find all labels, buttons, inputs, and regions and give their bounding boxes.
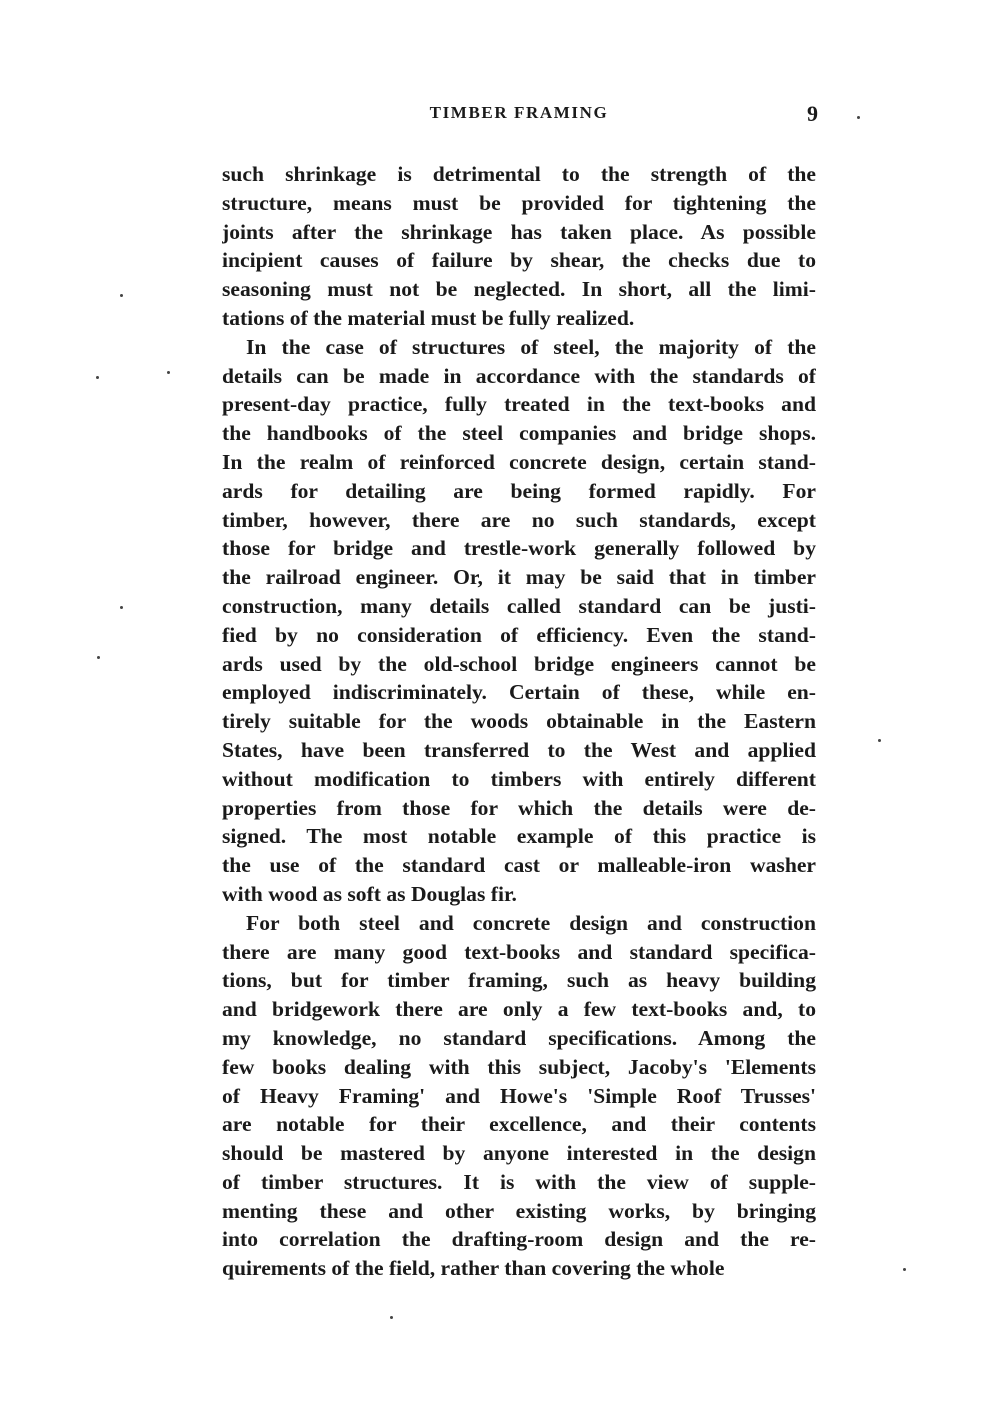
text-line: present-day practice, fully treated in the text-books and [222, 392, 816, 417]
text-line: are notable for their excellence, and their contents [222, 1112, 816, 1137]
text-line: tations of the material must be fully realized. [222, 305, 635, 330]
paragraph [222, 160, 816, 333]
scan-speck [857, 116, 860, 119]
running-title: TIMBER FRAMING [429, 103, 609, 122]
text-line: few books dealing with this subject, Jacoby's 'Elements [222, 1054, 816, 1079]
text-line: without modification to timbers with entirely different [222, 766, 816, 791]
paragraph [222, 333, 816, 909]
page-number: 9 [807, 101, 818, 126]
text-line: those for bridge and trestle-work generally followed by [222, 536, 816, 561]
text-line: my knowledge, no standard specifications. Among the [222, 1025, 816, 1050]
scan-speck [390, 1316, 393, 1319]
text-line: properties from those for which the details were de- [222, 795, 816, 820]
text-line: should be mastered by anyone interested in the design [222, 1141, 816, 1166]
text-line: of timber structures. It is with the view of supple- [222, 1169, 816, 1194]
text-line: and bridgework there are only a few text-books and, to [222, 997, 816, 1022]
text-line: quirements of the field, rather than covering the whole [222, 1256, 725, 1281]
text-line: such shrinkage is detrimental to the strength of the [222, 162, 816, 186]
text-line: ards used by the old-school bridge engineers cannot be [222, 651, 816, 676]
text-line: the handbooks of the steel companies and bridge shops. [222, 421, 816, 446]
scan-speck [878, 739, 881, 742]
text-line: For both steel and concrete design and construction [246, 910, 816, 935]
text-line: employed indiscriminately. Certain of these, while en- [222, 680, 816, 705]
text-line: ards for detailing are being formed rapidly. For [222, 478, 816, 503]
text-line: construction, many details called standard can be justi- [222, 593, 816, 618]
body-text [222, 160, 816, 1283]
text-line: structure, means must be provided for tightening the [222, 190, 816, 215]
text-line: In the realm of reinforced concrete design, certain stand- [222, 449, 816, 474]
text-line: fied by no consideration of efficiency. Even the stand- [222, 622, 816, 647]
text-line: joints after the shrinkage has taken place. As possible [222, 219, 816, 244]
scan-speck [96, 376, 99, 379]
scan-speck [903, 1268, 906, 1271]
scan-speck [97, 656, 100, 659]
scan-speck [167, 371, 170, 374]
text-line: details can be made in accordance with the standards of [222, 363, 816, 388]
text-line: timber, however, there are no such standards, except [222, 507, 816, 532]
text-line: menting these and other existing works, by bringing [222, 1198, 816, 1223]
scan-speck [120, 294, 123, 297]
text-line: seasoning must not be neglected. In short, all the limi- [222, 277, 816, 302]
text-line: tions, but for timber framing, such as heavy building [222, 968, 816, 993]
text-line: signed. The most notable example of this practice is [222, 824, 816, 849]
scan-speck [120, 606, 123, 609]
text-line: tirely suitable for the woods obtainable in the Eastern [222, 709, 816, 734]
paragraph [222, 909, 816, 1283]
text-line: incipient causes of failure by shear, the checks due to [222, 248, 816, 273]
text-line: into correlation the drafting-room design and the re- [222, 1227, 816, 1252]
text-line: States, have been transferred to the West and applied [222, 737, 816, 762]
text-line: the railroad engineer. Or, it may be said that in timber [222, 565, 816, 590]
text-line: there are many good text-books and standard specifica- [222, 939, 816, 964]
text-line: with wood as soft as Douglas fir. [222, 881, 517, 906]
text-line: the use of the standard cast or malleable-iron washer [222, 853, 816, 878]
text-line: of Heavy Framing' and Howe's 'Simple Roof Trusses' [222, 1083, 816, 1108]
running-head [220, 101, 818, 131]
text-line: In the case of structures of steel, the majority of the [246, 334, 816, 359]
